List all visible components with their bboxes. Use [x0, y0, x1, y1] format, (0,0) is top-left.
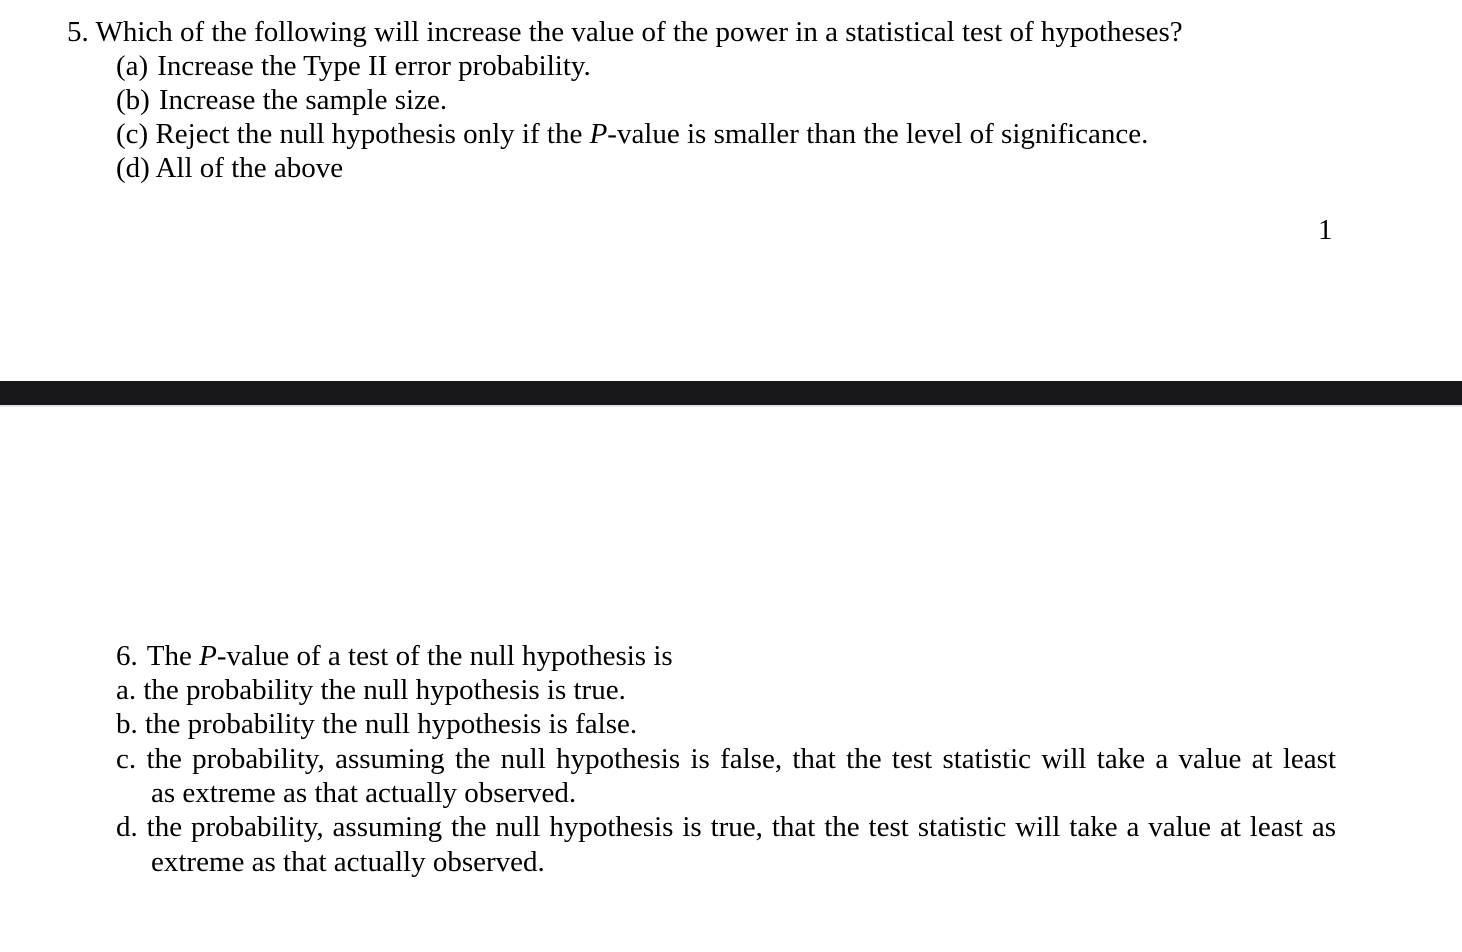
stem-text-start: The [146, 640, 200, 672]
option-text: Increase the Type II error probability. [157, 50, 591, 82]
option-text: Increase the sample size. [158, 84, 448, 116]
option-label: a. [116, 674, 137, 706]
question-6-stem [116, 639, 673, 673]
question-number: 6. [116, 640, 138, 672]
question-6-option-a [116, 673, 626, 707]
question-6-option-c-continued: as extreme as that actually observed. [151, 777, 577, 809]
option-text: the probability the null hypothesis is true. [143, 674, 626, 706]
question-5-option-d [116, 151, 343, 185]
question-5-stem: 5. Which of the following will increase the value of the power in a statistical test of hypotheses? [67, 16, 1183, 48]
document-page-bottom [0, 407, 1462, 952]
option-text-line-1: the probability, assuming the null hypothesis is false, that the test statistic will take a value at least [146, 743, 1337, 775]
option-label: (b) [116, 84, 150, 116]
question-6-option-d [116, 810, 1336, 844]
question-5-option-b [116, 83, 447, 117]
question-6-option-c [116, 742, 1336, 776]
question-5-option-c [116, 117, 1148, 151]
p-value-symbol: P [589, 118, 608, 150]
question-6-option-d-continued: extreme as that actually observed. [151, 846, 545, 878]
option-text-start: Reject the null hypothesis only if the [155, 118, 590, 150]
question-6-option-b [116, 707, 637, 741]
question-5-option-a [116, 49, 591, 83]
option-label: b. [116, 708, 138, 740]
page-separator [0, 381, 1462, 405]
option-label: (d) [116, 152, 150, 184]
option-text: All of the above [155, 152, 344, 184]
option-label: d. [116, 811, 138, 843]
stem-text-end: -value of a test of the null hypothesis is [216, 640, 673, 672]
option-label: (c) [116, 118, 149, 150]
document-page-top [0, 0, 1462, 381]
option-text-line-1: the probability, assuming the null hypothesis is true, that the test statistic will take a value at least as [146, 811, 1337, 843]
p-value-symbol: P [199, 640, 217, 672]
page-number: 1 [1318, 214, 1333, 246]
option-label: (a) [116, 50, 149, 82]
option-text: the probability the null hypothesis is false. [145, 708, 638, 740]
option-label: c. [116, 743, 137, 775]
option-text-end: -value is smaller than the level of significance. [607, 118, 1149, 150]
